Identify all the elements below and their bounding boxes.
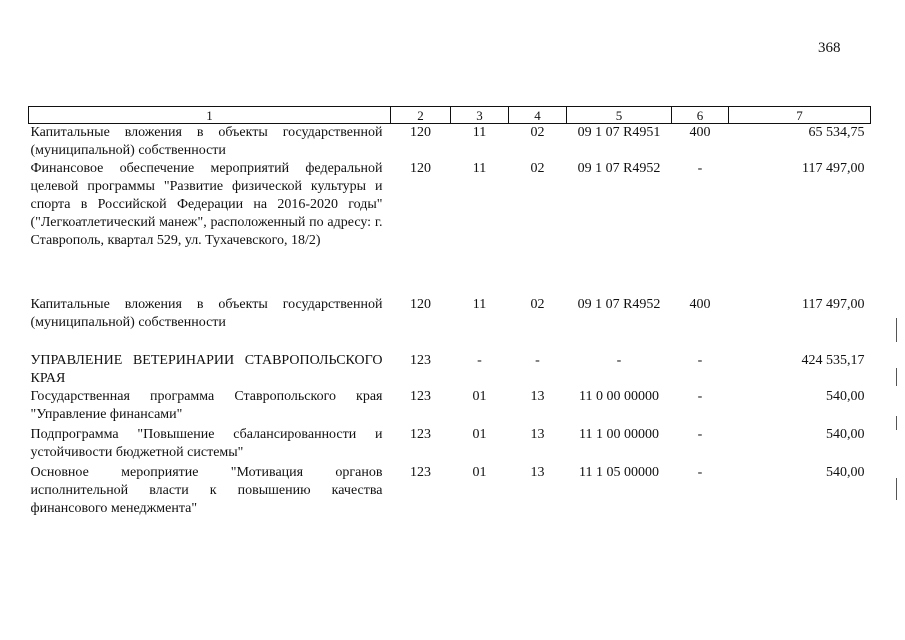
row-code-6-cell: 400 — [689, 297, 711, 312]
table-row — [29, 388, 871, 426]
row-code-5-cell: 09 1 07 R4952 — [577, 161, 661, 176]
page-number: 368 — [818, 40, 841, 56]
row-name-cell: Подпрограмма "Повышение сбалансированности и устойчивости бюджетной системы" — [30, 427, 383, 460]
scan-edge-mark — [896, 416, 897, 430]
row-code-4-cell: 02 — [530, 161, 545, 176]
row-code-4-cell: 13 — [530, 465, 545, 480]
table-header-row — [29, 107, 871, 124]
row-amount-cell: 117 497,00 — [802, 161, 865, 176]
row-name-cell: Капитальные вложения в объекты государственной (муниципальной) собственности — [30, 125, 383, 158]
row-amount-cell: 117 497,00 — [802, 297, 865, 312]
budget-table — [28, 106, 871, 520]
row-code-5-cell: 11 1 05 00000 — [579, 465, 659, 480]
row-code-4-cell: 02 — [530, 125, 545, 140]
row-code-4-cell: 02 — [530, 297, 545, 312]
table-row — [29, 124, 871, 161]
table-row — [29, 426, 871, 464]
scan-edge-mark — [896, 318, 897, 342]
column-header-6: 6 — [672, 107, 729, 124]
row-amount-cell: 540,00 — [826, 465, 865, 480]
row-code-6-cell: - — [697, 161, 703, 176]
table-row — [29, 464, 871, 520]
row-code-2-cell: 123 — [410, 465, 431, 480]
row-amount-cell: 540,00 — [826, 427, 865, 442]
column-header-2: 2 — [391, 107, 451, 124]
row-code-6-cell: - — [697, 465, 703, 480]
row-code-5-cell: 09 1 07 R4951 — [577, 125, 661, 140]
row-code-4-cell: 13 — [530, 389, 545, 404]
row-name-cell: Финансовое обеспечение мероприятий федеральной целевой программы "Развитие физической культуры и спорта в Российской Федерации на 2016-2020 годы" ("Легкоатлетический манеж", расположенный по адресу: г. Ставрополь, квартал 529, ул. Тухачевского, 18/2) — [30, 161, 383, 248]
row-code-2-cell: 123 — [410, 427, 431, 442]
column-header-1: 1 — [29, 107, 391, 124]
row-code-4-cell: - — [535, 353, 540, 368]
row-code-5-cell: 09 1 07 R4952 — [577, 297, 661, 312]
column-header-3: 3 — [451, 107, 509, 124]
row-code-3-cell: 11 — [472, 125, 487, 140]
row-name-cell: Государственная программа Ставропольского края "Управление финансами" — [30, 389, 383, 422]
scan-edge-mark — [896, 478, 897, 500]
column-header-4: 4 — [509, 107, 567, 124]
row-code-2-cell: 123 — [410, 353, 431, 368]
table-row — [29, 296, 871, 352]
row-name-cell: Капитальные вложения в объекты государственной (муниципальной) собственности — [30, 297, 383, 330]
row-code-5-cell: - — [616, 353, 622, 368]
row-code-6-cell: - — [697, 427, 703, 442]
column-header-5: 5 — [567, 107, 672, 124]
row-code-6-cell: - — [697, 389, 703, 404]
row-amount-cell: 540,00 — [826, 389, 865, 404]
row-code-6-cell: - — [697, 353, 703, 368]
row-code-2-cell: 123 — [410, 389, 431, 404]
row-name-cell: Основное мероприятие "Мотивация органов исполнительной власти к повышению качества финансового менеджмента" — [30, 465, 383, 516]
column-header-7: 7 — [729, 107, 871, 124]
row-code-6-cell: 400 — [689, 125, 711, 140]
row-code-5-cell: 11 1 00 00000 — [579, 427, 659, 442]
scan-edge-mark — [896, 368, 897, 386]
row-code-3-cell: 11 — [472, 161, 487, 176]
table-row — [29, 352, 871, 388]
row-code-2-cell: 120 — [410, 297, 431, 312]
table-row — [29, 160, 871, 296]
row-name-cell: УПРАВЛЕНИЕ ВЕТЕРИНАРИИ СТАВРОПОЛЬСКОГО КРАЯ — [30, 353, 383, 386]
row-code-2-cell: 120 — [410, 125, 431, 140]
table-body — [29, 124, 871, 521]
row-code-3-cell: 01 — [472, 465, 487, 480]
row-code-5-cell: 11 0 00 00000 — [579, 389, 659, 404]
row-code-3-cell: 01 — [472, 389, 487, 404]
row-amount-cell: 424 535,17 — [801, 353, 865, 368]
row-code-3-cell: 01 — [472, 427, 487, 442]
row-code-3-cell: 11 — [472, 297, 487, 312]
row-amount-cell: 65 534,75 — [808, 125, 865, 140]
row-code-3-cell: - — [477, 353, 482, 368]
row-code-4-cell: 13 — [530, 427, 545, 442]
row-code-2-cell: 120 — [410, 161, 431, 176]
